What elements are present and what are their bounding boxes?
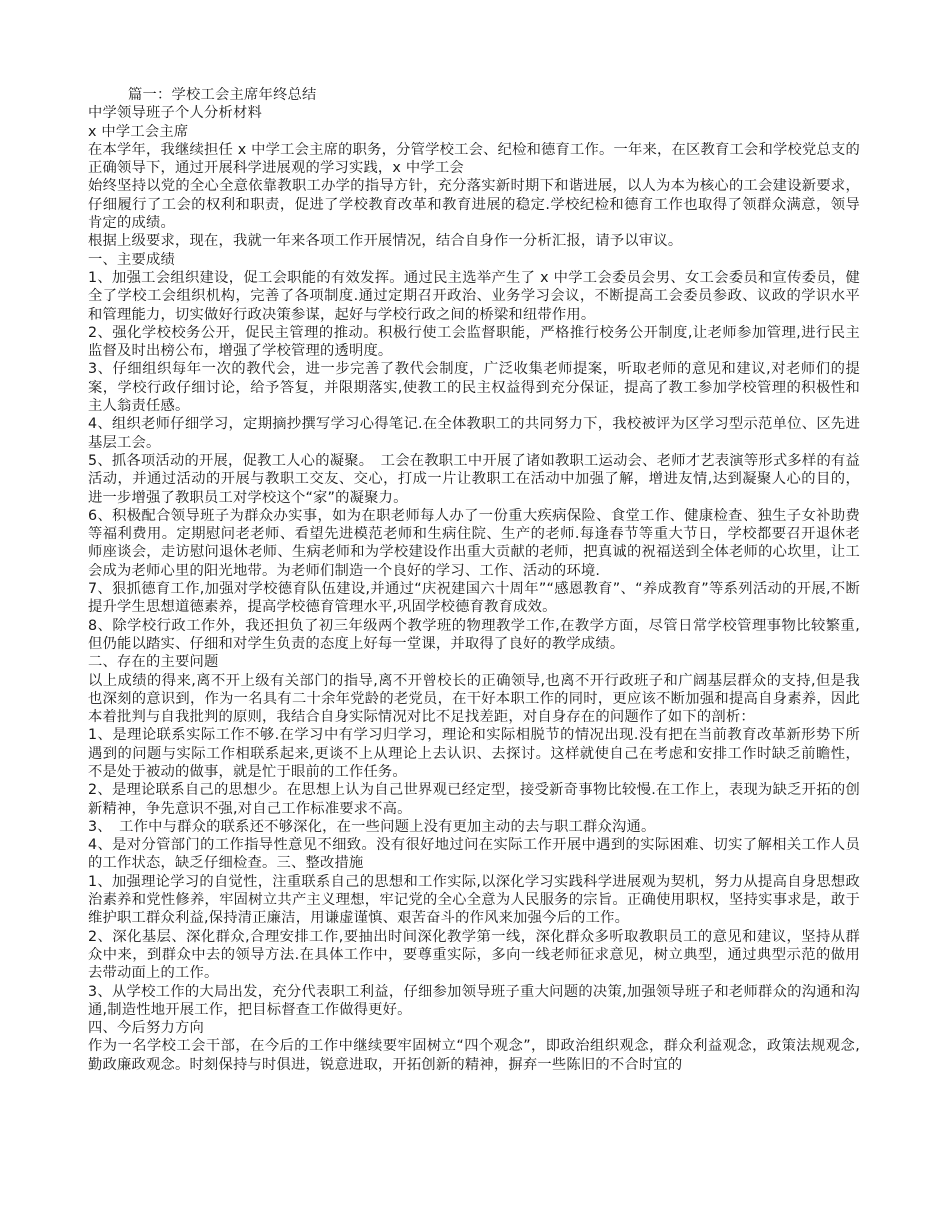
paragraph: 2、强化学校校务公开，促民主管理的推动。积极行使工会监督职能，严格推行校务公开制度,让老师参加管理,进行民主监督及时出榜公布，增强了学校管理的透明度。: [88, 324, 860, 360]
paragraph: 4、是对分管部门的工作指导性意见不细致。没有很好地过问在实际工作开展中遇到的实际困难、切实了解相关工作人员的工作状态，缺乏仔细检查。三、整改措施: [88, 837, 860, 872]
paragraph: 根据上级要求，现在，我就一年来各项工作开展情况，结合自身作一分析汇报，请予以审议。: [88, 233, 683, 250]
paragraph: 1、加强工会组织建设，促工会职能的有效发挥。通过民主选举产生了 x 中学工会委员会男、女工会委员和宣传委员，健全了学校工会组织机构，完善了各项制度.通过定期召开政治、业务学习会议，不断提高工会委员参政、议政的学识水平和管理能力，切实做好行政决策参谋，起好与学校行政之间的桥梁和纽带作用。: [88, 269, 860, 323]
paragraph: 3、从学校工作的大局出发，充分代表职工利益，仔细参加领导班子重大问题的决策,加强领导班子和老师群众的沟通和沟通,制造性地开展工作，把目标督查工作做得更好。: [88, 983, 860, 1018]
paragraph: 7、狠抓德育工作,加强对学校德育队伍建设,并通过“庆祝建国六十周年”“感恩教育”、“养成教育”等系列活动的开展,不断提升学生思想道德素养，提高学校德育管理水平,巩固学校德育教育成效。: [88, 581, 860, 616]
document-body: [88, 86, 860, 1074]
section-heading: 四、今后努力方向: [88, 1020, 204, 1037]
section-heading: 二、存在的主要问题: [88, 654, 219, 671]
section-heading: 一、主要成绩: [88, 251, 175, 268]
document-author: x 中学工会主席: [88, 123, 189, 140]
paragraph: 2、深化基层、深化群众,合理安排工作,要抽出时间深化教学第一线，深化群众多听取教职员工的意见和建议，坚持从群众中来，到群众中去的领导方法.在具体工作中，要尊重实际，多向一线老师征求意见，树立典型，通过典型示范的做用去带动面上的工作。: [88, 928, 860, 982]
paragraph: 3、 工作中与群众的联系还不够深化，在一些问题上没有更加主动的去与职工群众沟通。: [88, 818, 656, 835]
document-subtitle: 中学领导班子个人分析材料: [88, 105, 262, 122]
paragraph: 3、仔细组织每年一次的教代会，进一步完善了教代会制度，广泛收集老师提案，听取老师的意见和建议,对老师们的提案，学校行政仔细讨论，给予答复，并限期落实,使教工的民主权益得到充分保证，提高了教工参加学校管理的积极性和主人翁责任感。: [88, 361, 860, 415]
paragraph: 4、组织老师仔细学习，定期摘抄撰写学习心得笔记.在全体教职工的共同努力下，我校被评为区学习型示范单位、区先进基层工会。: [88, 416, 860, 451]
paragraph: 始终坚持以党的全心全意依靠教职工办学的指导方针，充分落实新时期下和谐进展，以人为本为核心的工会建设新要求，仔细履行了工会的权利和职责，促进了学校教育改革和教育进展的稳定.学校纪检和德育工作也取得了领群众满意，领导肯定的成绩。: [88, 178, 860, 232]
paragraph: 5、抓各项活动的开展，促教工人心的凝聚。 工会在教职工中开展了诸如教职工运动会、老师才艺表演等形式多样的有益活动，并通过活动的开展与教职工交友、交心，打成一片让教职工在活动中加强了解，增进友情,达到凝聚人心的目的，进一步增强了教职员工对学校这个“家”的凝聚力。: [88, 452, 860, 506]
paragraph: 8、除学校行政工作外，我还担负了初三年级两个教学班的物理教学工作,在教学方面，尽管日常学校管理事物比较繁重,但仍能以踏实、仔细和对学生负责的态度上好每一堂课，并取得了良好的教学成绩。: [88, 617, 860, 652]
paragraph: 6、积极配合领导班子为群众办实事，如为在职老师每人办了一份重大疾病保险、食堂工作、健康检查、独生子女补助费等福利费用。定期慰问老老师、看望先进模范老师和生病住院、生产的老师.每逢春节等重大节日，学校都要召开退休老师座谈会，走访慰问退休老师、生病老师和为学校建设作出重大贡献的老师，把真诚的祝福送到全体老师的心坎里，让工会成为老师心里的阳光地带。为老师们制造一个良好的学习、工作、活动的环境.: [88, 507, 860, 579]
paragraph: 1、是理论联系实际工作不够.在学习中有学习归学习，理论和实际相脱节的情况出现.没有把在当前教育改革新形势下所遇到的问题与实际工作相联系起来,更谈不上从理论上去认识、去探讨。这样就使自己在考虑和安排工作时缺乏前瞻性，不是处于被动的做事，就是忙于眼前的工作任务。: [88, 727, 860, 780]
paragraph: 2、是理论联系自己的思想少。在思想上认为自己世界观已经定型，接受新奇事物比较慢.在工作上，表现为缺乏开拓的创新精神，争先意识不强,对自己工作标准要求不高。: [88, 782, 860, 817]
paragraph: 1、加强理论学习的自觉性，注重联系自己的思想和工作实际,以深化学习实践科学进展观为契机，努力从提高自身思想政治素养和党性修养，牢固树立共产主义理想，牢记党的全心全意为人民服务的宗旨。正确使用职权，坚持实事求是，敢于维护职工群众利益,保持清正廉洁，用谦虚谨慎、艰苦奋斗的作风来加强今后的工作。: [88, 873, 860, 927]
paragraph: 以上成绩的得来,离不开上级有关部门的指导,离不开曾校长的正确领导,也离不开行政班子和广阔基层群众的支持,但是我也深刻的意识到，作为一名具有二十余年党龄的老党员，在干好本职工作的同时，更应该不断加强和提高自身素养，因此本着批判与自我批判的原则，我结合自身实际情况对比不足找差距，对自身存在的问题作了如下的剖析：: [88, 672, 860, 726]
paragraph: 在本学年，我继续担任 x 中学工会主席的职务，分管学校工会、纪检和德育工作。一年来，在区教育工会和学校党总支的正确领导下，通过开展科学进展观的学习实践，x 中学工会: [88, 141, 860, 177]
paragraph: 作为一名学校工会干部，在今后的工作中继续要牢固树立“四个观念”，即政治组织观念，群众利益观念，政策法规观念,勤政廉政观念。时刻保持与时俱进，锐意进取，开拓创新的精神，摒弃一些陈旧的不合时宜的: [88, 1038, 860, 1073]
document-title: 篇一：学校工会主席年终总结: [128, 87, 317, 103]
